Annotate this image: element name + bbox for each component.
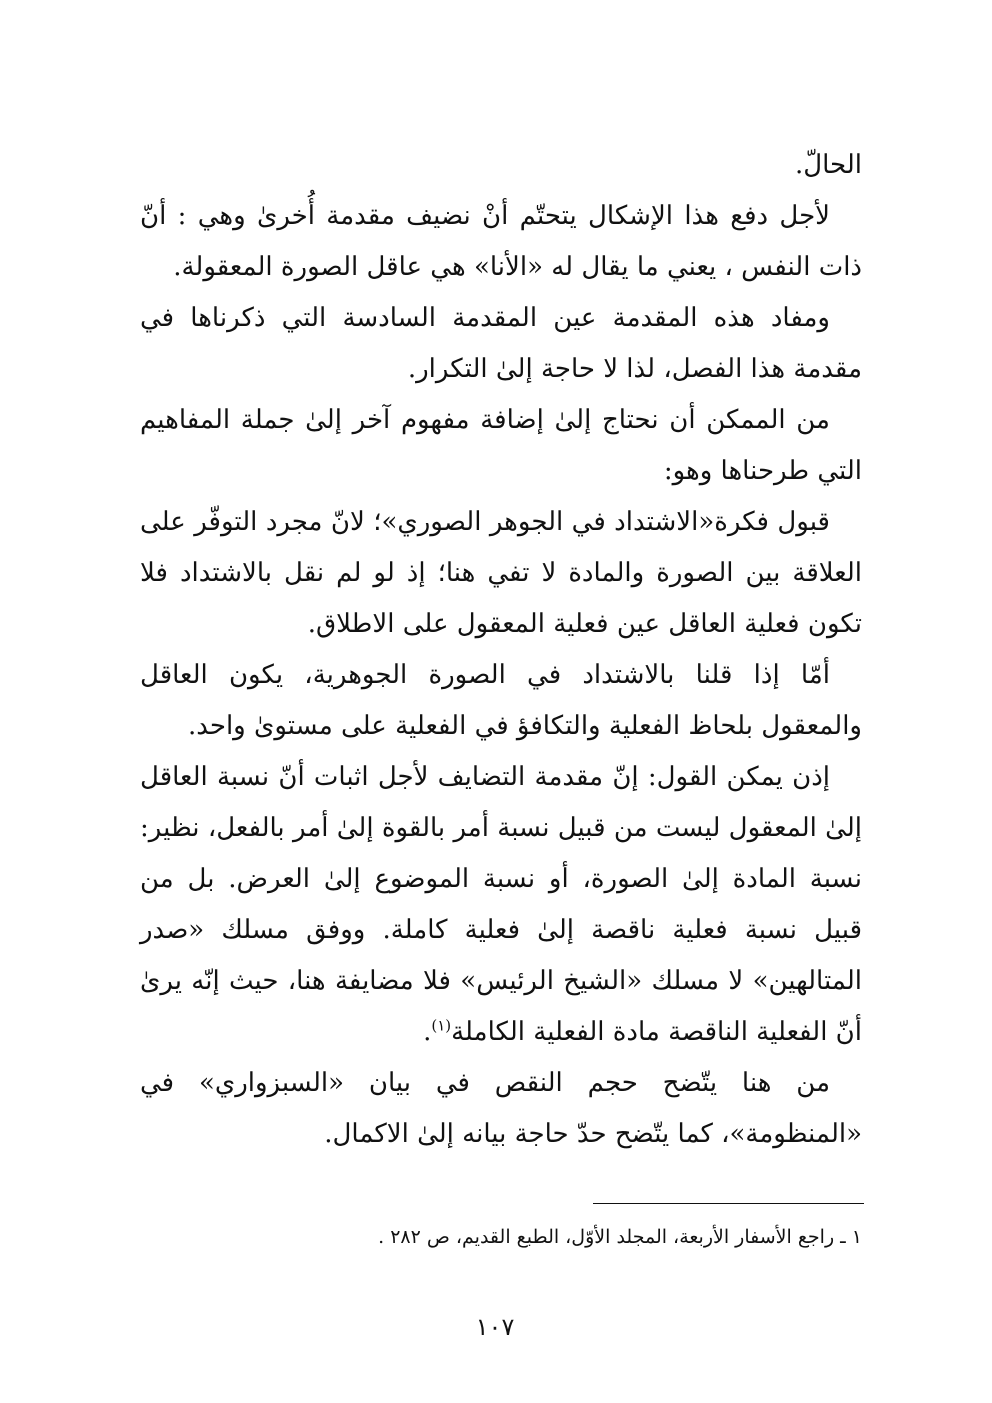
paragraph-text: إذن يمكن القول: إنّ مقدمة التضايف لأجل اثبات أنّ نسبة العاقل إلىٰ المعقول ليست من قبيل نسبة أمر بالقوة إلىٰ أمر بالفعل، نظير: نسبة المادة إلىٰ الصورة، أو نسبة الموضوع إلىٰ العرض. بل من قبيل نسبة فعلية ناقصة إلىٰ فعلية كاملة. ووفق مسلك «صدر المتالهين» لا مسلك «الشيخ الرئيس» فلا مضايفة هنا، حيث إنّه يرىٰ أنّ الفعلية الناقصة مادة الفعلية الكاملة: [140, 762, 862, 1047]
paragraph: من هنا يتّضح حجم النقص في بيان «السبزواري» في «المنظومة»، كما يتّضح حدّ حاجة بيانه إلىٰ الاكمال.: [140, 1068, 862, 1149]
paragraph: من الممكن أن نحتاج إلىٰ إضافة مفهوم آخر إلىٰ جملة المفاهيم التي طرحناها وهو:: [140, 405, 862, 486]
page-number: ١٠٧: [475, 1313, 515, 1341]
footnote-divider: [593, 1203, 864, 1204]
footnote-reference[interactable]: (١): [431, 1016, 452, 1035]
paragraph-with-note: [140, 752, 862, 1058]
footnote: ١ ـ راجع الأسفار الأربعة، المجلد الأوّل، الطبع القديم، ص ٢٨٢ .: [378, 1226, 862, 1248]
paragraph: ومفاد هذه المقدمة عين المقدمة السادسة التي ذكرناها في مقدمة هذا الفصل، لذا لا حاجة إلىٰ التكرار.: [140, 303, 862, 384]
main-text: [140, 140, 862, 1160]
paragraph: الحالّ.: [794, 150, 862, 180]
paragraph: قبول فكرة«الاشتداد في الجوهر الصوري»؛ لانّ مجرد التوفّر على العلاقة بين الصورة والمادة لا تفي هنا؛ إذ لو لم نقل بالاشتداد فلا تكون فعلية العاقل عين فعلية المعقول على الاطلاق.: [140, 507, 862, 639]
paragraph-end: .: [423, 1017, 432, 1047]
paragraph: لأجل دفع هذا الإشكال يتحتّم أنْ نضيف مقدمة أُخرىٰ وهي : أنّ ذات النفس ، يعني ما يقال له «الأنا» هي عاقل الصورة المعقولة.: [140, 201, 862, 282]
paragraph: أمّا إذا قلنا بالاشتداد في الصورة الجوهرية، يكون العاقل والمعقول بلحاظ الفعلية والتكافؤ في الفعلية على مستوىٰ واحد.: [140, 660, 862, 741]
